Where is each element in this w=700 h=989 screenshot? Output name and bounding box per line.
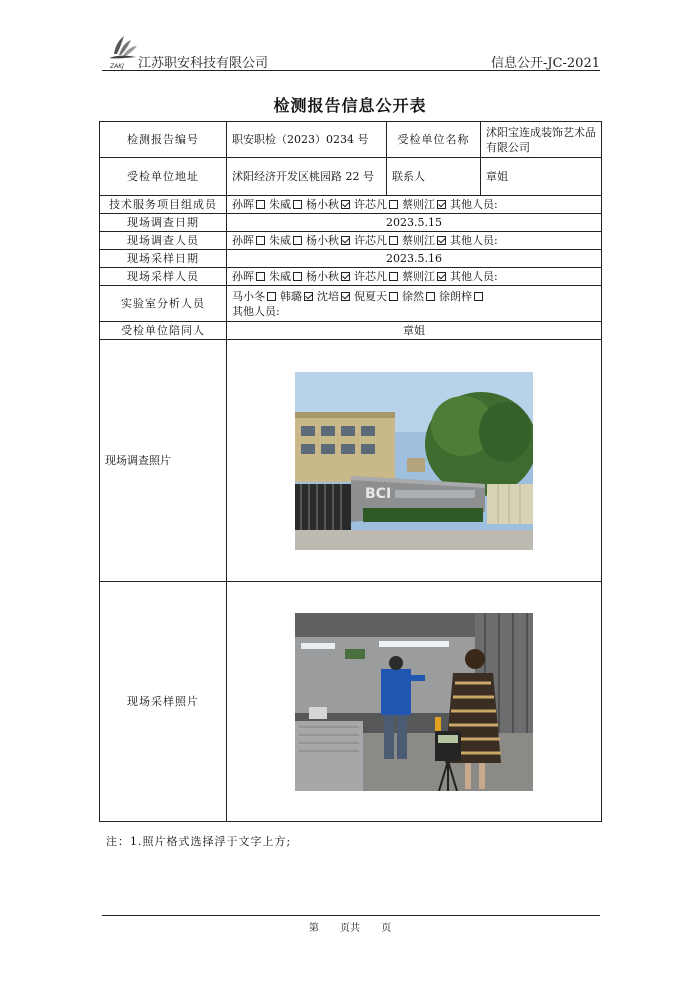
staff-name: 杨小秋 bbox=[306, 234, 339, 247]
staff-entry bbox=[232, 290, 280, 303]
lab-label: 实验室分析人员 bbox=[100, 286, 227, 322]
staff-entry bbox=[402, 290, 439, 303]
staff-entry bbox=[306, 198, 354, 211]
staff-entry bbox=[450, 198, 498, 211]
document-code: 信息公开-JC-2021 bbox=[490, 56, 600, 71]
checked-box-icon bbox=[437, 200, 446, 209]
escort-label: 受检单位陪同人 bbox=[100, 322, 227, 340]
staff-name: 蔡则江 bbox=[402, 270, 435, 283]
staff-name: 徐朗梓 bbox=[439, 289, 472, 303]
table-row bbox=[100, 196, 602, 214]
checked-box-icon bbox=[341, 292, 350, 301]
survey-photo-label: 现场调查照片 bbox=[100, 340, 227, 582]
staff-entry bbox=[450, 270, 498, 283]
staff-name: 倪夏天 bbox=[354, 289, 387, 303]
staff-entry bbox=[269, 234, 306, 247]
staff-name: 沈培 bbox=[317, 289, 339, 303]
survey-date-label: 现场调查日期 bbox=[100, 214, 227, 232]
staff-name: 其他人员: bbox=[450, 234, 498, 247]
table-row bbox=[100, 268, 602, 286]
staff-entry bbox=[450, 234, 498, 247]
sampling-staff-label: 现场采样人员 bbox=[100, 268, 227, 286]
table-row bbox=[100, 250, 602, 268]
survey-photo-cell bbox=[227, 340, 602, 582]
lab-staff-list bbox=[232, 289, 596, 304]
svg-text:BCI: BCI bbox=[365, 485, 392, 502]
svg-text:ZAKJ: ZAKJ bbox=[110, 63, 124, 70]
staff-entry bbox=[232, 198, 269, 211]
contact-label: 联系人 bbox=[387, 158, 481, 196]
staff-entry bbox=[269, 270, 306, 283]
sampling-date-value: 2023.5.16 bbox=[227, 250, 602, 268]
staff-name: 朱威 bbox=[269, 270, 291, 283]
checked-box-icon bbox=[437, 272, 446, 281]
checked-box-icon bbox=[341, 236, 350, 245]
table-row bbox=[100, 340, 602, 582]
survey-staff-label: 现场调查人员 bbox=[100, 232, 227, 250]
sampling-photo bbox=[295, 613, 533, 791]
staff-name: 许芯凡 bbox=[354, 270, 387, 283]
table-row bbox=[100, 158, 602, 196]
unchecked-box-icon bbox=[474, 292, 483, 301]
staff-entry bbox=[402, 198, 450, 211]
team-members bbox=[227, 196, 602, 214]
checked-box-icon bbox=[437, 236, 446, 245]
page-title: 检测报告信息公开表 bbox=[273, 96, 427, 115]
footer-page-suffix: 页 bbox=[381, 923, 392, 934]
report-no-label: 检测报告编号 bbox=[100, 122, 227, 158]
checked-box-icon bbox=[341, 272, 350, 281]
sampling-photo-cell bbox=[227, 582, 602, 822]
staff-name: 其他人员: bbox=[450, 270, 498, 283]
staff-name: 其他人员: bbox=[450, 198, 498, 211]
unchecked-box-icon bbox=[389, 236, 398, 245]
staff-name: 徐然 bbox=[402, 289, 424, 303]
unchecked-box-icon bbox=[293, 200, 302, 209]
client-value: 沭阳宝连成装饰艺术品有限公司 bbox=[481, 122, 602, 158]
escort-value: 章姐 bbox=[227, 322, 602, 340]
staff-entry bbox=[306, 270, 354, 283]
lab-staff bbox=[227, 286, 602, 322]
checked-box-icon bbox=[341, 200, 350, 209]
table-row bbox=[100, 582, 602, 822]
footnote: 注：1.照片格式选择浮于文字上方; bbox=[106, 835, 292, 848]
survey-staff bbox=[227, 232, 602, 250]
unchecked-box-icon bbox=[256, 200, 265, 209]
staff-name: 蔡则江 bbox=[402, 198, 435, 211]
company-logo bbox=[104, 32, 140, 70]
staff-name: 朱威 bbox=[269, 198, 291, 211]
staff-entry bbox=[269, 198, 306, 211]
table-row bbox=[100, 232, 602, 250]
lab-others: 其他人员: bbox=[232, 304, 280, 318]
staff-name: 杨小秋 bbox=[306, 198, 339, 211]
unchecked-box-icon bbox=[293, 272, 302, 281]
address-value: 沭阳经济开发区桃园路 22 号 bbox=[227, 158, 387, 196]
staff-entry bbox=[280, 290, 317, 303]
team-label: 技术服务项目组成员 bbox=[100, 196, 227, 214]
staff-name: 孙晖 bbox=[232, 234, 254, 247]
staff-name: 杨小秋 bbox=[306, 270, 339, 283]
checked-box-icon bbox=[304, 292, 313, 301]
staff-name: 许芯凡 bbox=[354, 198, 387, 211]
page-footer bbox=[0, 919, 700, 934]
footer-page-prefix: 第 bbox=[308, 923, 319, 934]
table-row bbox=[100, 214, 602, 232]
header-divider bbox=[102, 70, 600, 71]
unchecked-box-icon bbox=[267, 292, 276, 301]
staff-entry bbox=[402, 270, 450, 283]
unchecked-box-icon bbox=[256, 236, 265, 245]
staff-entry bbox=[306, 234, 354, 247]
unchecked-box-icon bbox=[389, 292, 398, 301]
staff-entry bbox=[439, 290, 487, 303]
staff-entry bbox=[354, 270, 402, 283]
address-label: 受检单位地址 bbox=[100, 158, 227, 196]
table-row bbox=[100, 322, 602, 340]
unchecked-box-icon bbox=[293, 236, 302, 245]
staff-name: 蔡则江 bbox=[402, 234, 435, 247]
staff-name: 朱威 bbox=[269, 234, 291, 247]
table-row bbox=[100, 122, 602, 158]
sampling-date-label: 现场采样日期 bbox=[100, 250, 227, 268]
staff-name: 韩璐 bbox=[280, 289, 302, 303]
staff-entry bbox=[354, 290, 402, 303]
sampling-staff bbox=[227, 268, 602, 286]
page-header bbox=[102, 30, 600, 72]
report-no-value: 职安职检（2023）0234 号 bbox=[227, 122, 387, 158]
footer-divider bbox=[102, 915, 600, 916]
unchecked-box-icon bbox=[389, 200, 398, 209]
survey-photo bbox=[295, 372, 533, 550]
staff-entry bbox=[402, 234, 450, 247]
staff-entry bbox=[232, 270, 269, 283]
staff-entry bbox=[354, 234, 402, 247]
contact-value: 章姐 bbox=[481, 158, 602, 196]
staff-entry bbox=[317, 290, 354, 303]
sampling-photo-label: 现场采样照片 bbox=[100, 582, 227, 822]
company-name: 江苏职安科技有限公司 bbox=[138, 56, 269, 71]
table-row bbox=[100, 286, 602, 322]
unchecked-box-icon bbox=[256, 272, 265, 281]
footer-page-middle: 页共 bbox=[340, 923, 360, 934]
staff-name: 马小冬 bbox=[232, 289, 265, 303]
staff-name: 孙晖 bbox=[232, 270, 254, 283]
survey-date-value: 2023.5.15 bbox=[227, 214, 602, 232]
staff-entry bbox=[232, 234, 269, 247]
unchecked-box-icon bbox=[389, 272, 398, 281]
client-label: 受检单位名称 bbox=[387, 122, 481, 158]
staff-name: 许芯凡 bbox=[354, 234, 387, 247]
staff-entry bbox=[354, 198, 402, 211]
unchecked-box-icon bbox=[426, 292, 435, 301]
report-info-table bbox=[99, 121, 602, 822]
staff-name: 孙晖 bbox=[232, 198, 254, 211]
